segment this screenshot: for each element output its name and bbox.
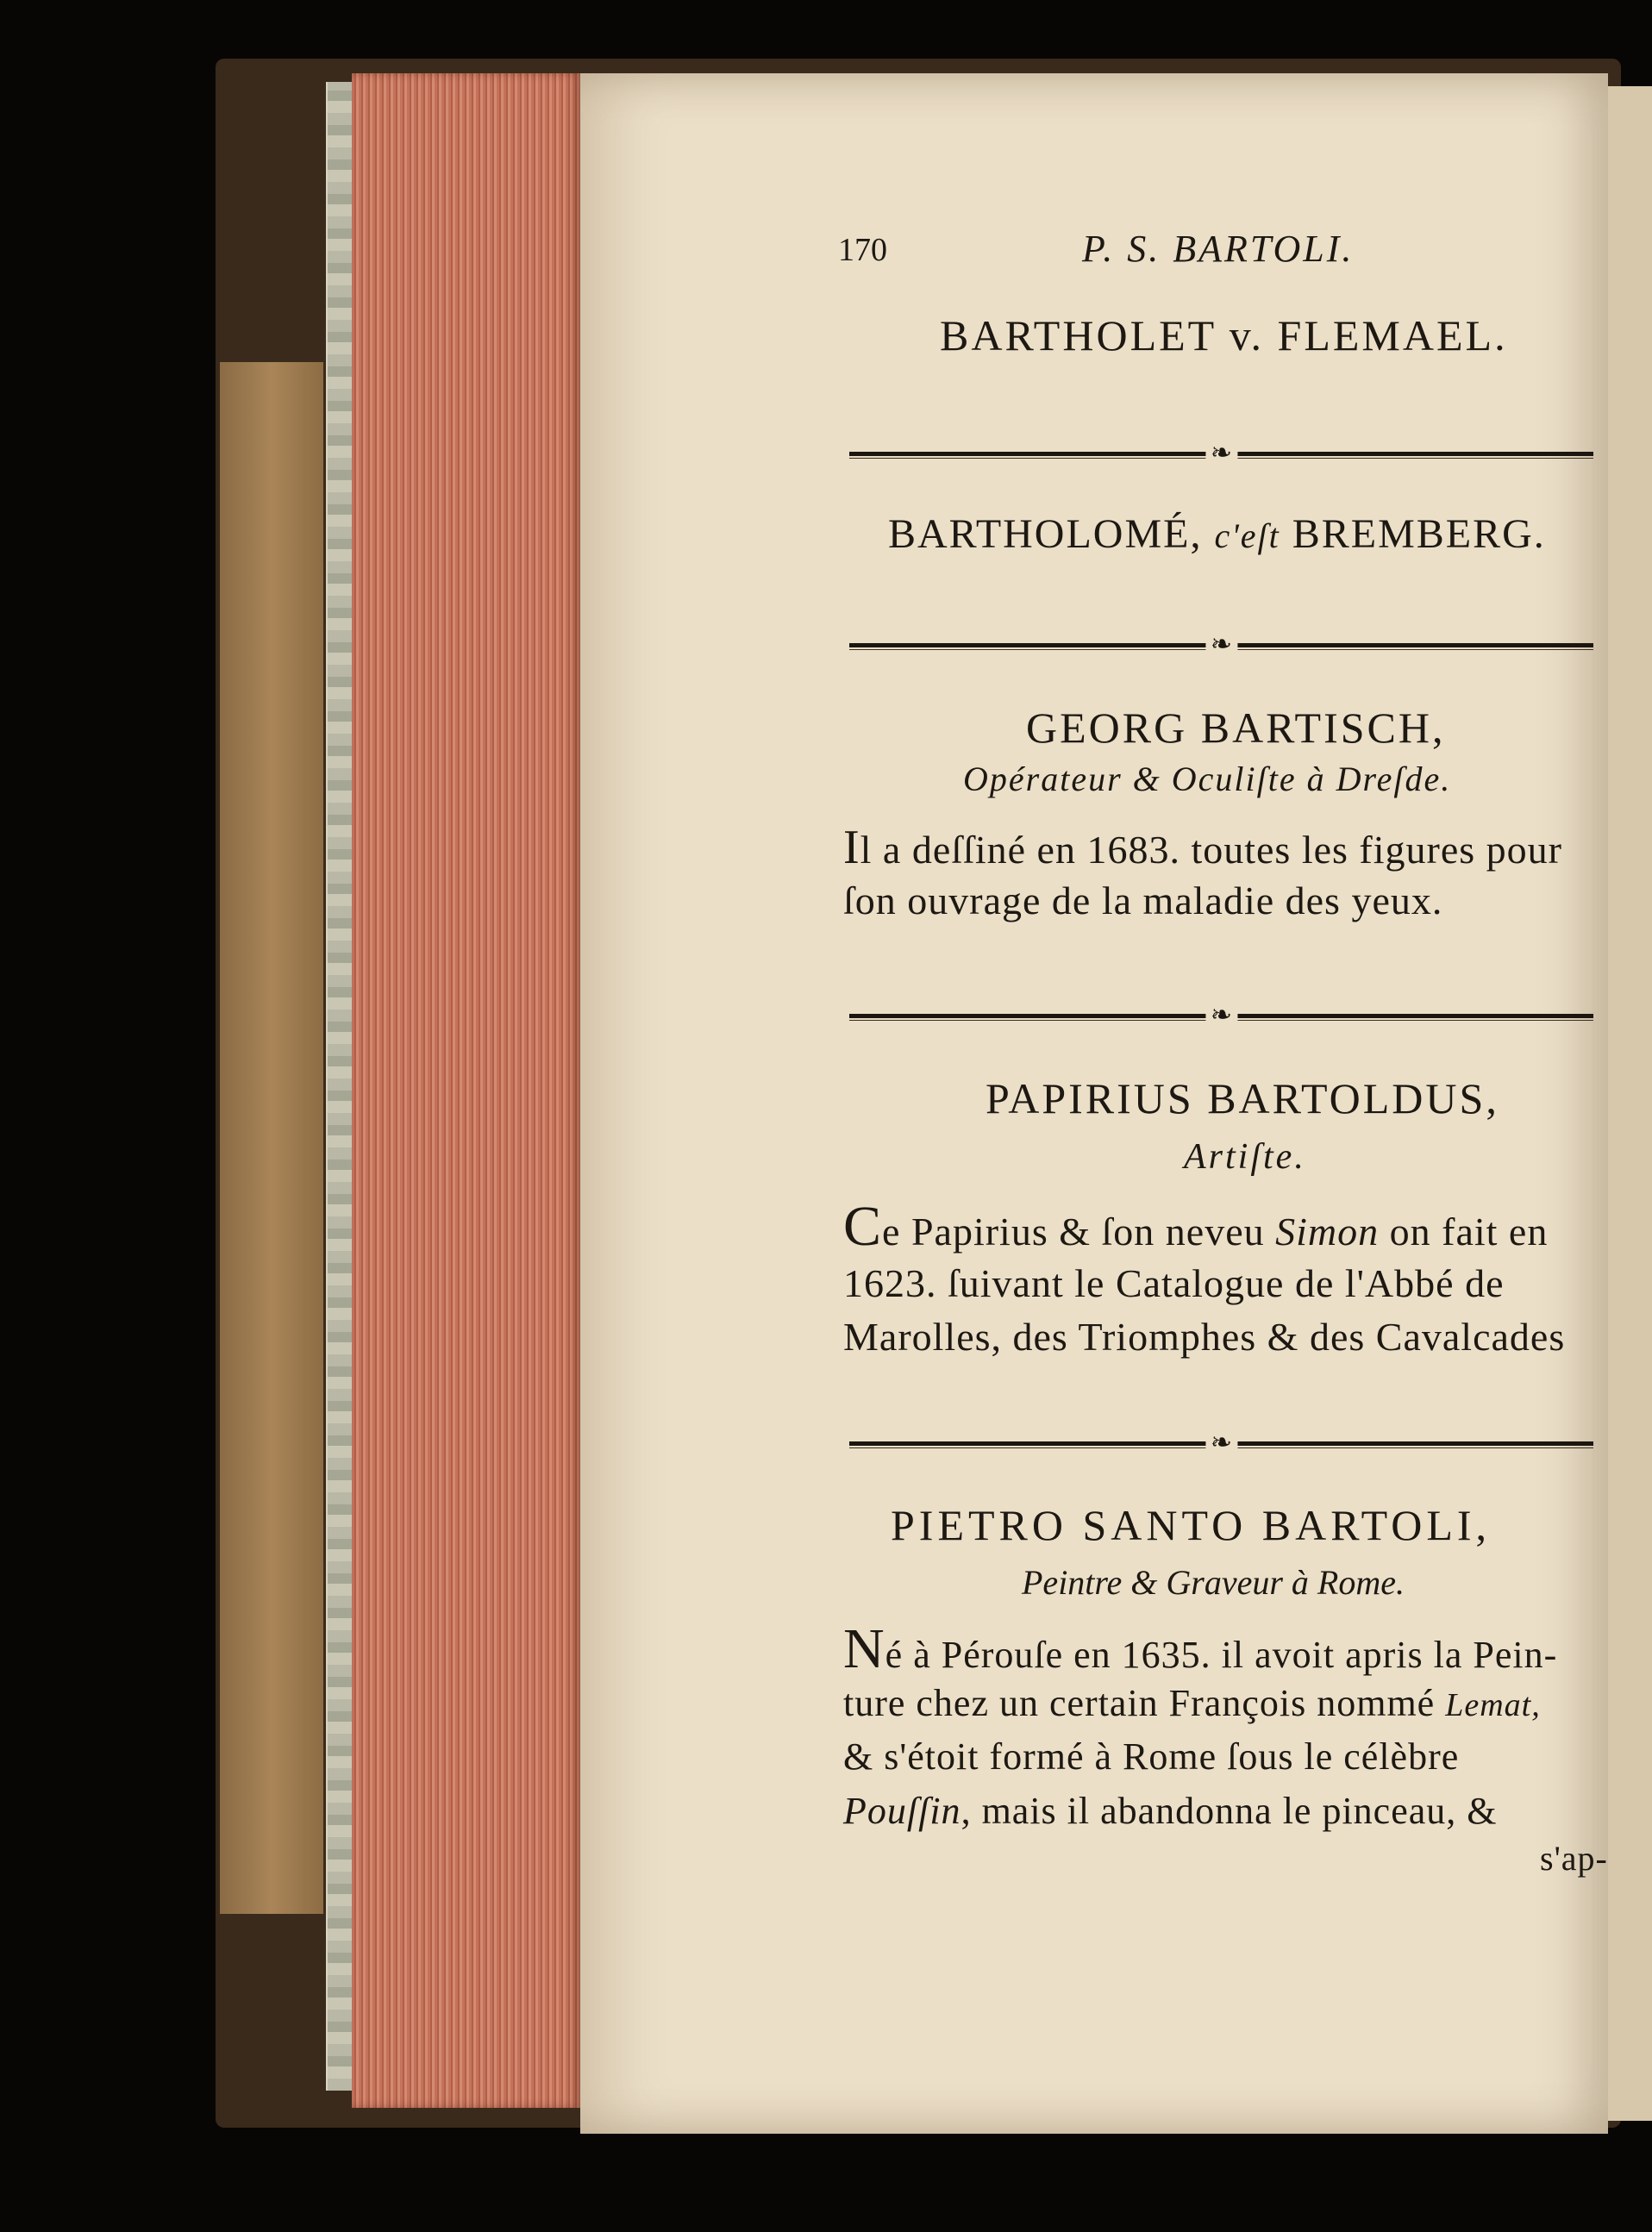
entry-subtitle-bartisch: Opérateur & Oculiſte à Dreſde. [963, 760, 1452, 798]
running-head: P. S. BARTOLI. [1082, 228, 1355, 270]
entry-connector: c'eſt [1214, 516, 1280, 555]
red-page-edges [352, 73, 580, 2108]
entry-text-line [843, 1681, 1541, 1725]
catchword: s'ap- [1540, 1839, 1608, 1878]
entry-text-line: & s'étoit formé à Rome ſous le célèbre [843, 1735, 1460, 1778]
page-number: 170 [838, 232, 887, 268]
text-run: , mais il abandonna le pinceau, & [961, 1790, 1498, 1832]
text-run: ture chez un certain François nommé [843, 1682, 1446, 1724]
text-run: on fait en [1379, 1210, 1549, 1254]
ornamental-rule: ❧ [849, 1438, 1593, 1448]
ornamental-rule: ❧ [849, 448, 1593, 459]
entry-subtitle-bartoldus: Artiſte. [1184, 1137, 1306, 1177]
text-run-italic: Simon [1275, 1210, 1380, 1254]
text-run-italic: Pouſſin [843, 1790, 961, 1832]
entry-heading-bartholet: BARTHOLET v. FLEMAEL. [940, 311, 1508, 359]
cover-lining [220, 362, 323, 1914]
entry-heading-bartholome [888, 510, 1546, 558]
entry-text-line: ſon ouvrage de la maladie des yeux. [843, 878, 1443, 922]
entry-text-line [843, 823, 1562, 872]
drop-capital: I [843, 821, 860, 874]
entry-text-line [843, 1195, 1549, 1258]
ornamental-rule: ❧ [849, 1010, 1593, 1021]
marbled-endpaper [326, 82, 354, 2091]
entry-text-line [843, 1617, 1558, 1680]
text-run: é à Pérouſe en 1635. il avoit apris la Pein- [885, 1634, 1558, 1676]
text-run: l a deſſiné en 1683. toutes les figures pour [860, 828, 1562, 872]
entry-text-line [843, 1789, 1498, 1833]
ornamental-rule: ❧ [849, 640, 1593, 650]
entry-name: BARTHOLOMÉ, [888, 511, 1203, 557]
entry-reference: BREMBERG. [1292, 511, 1546, 557]
facing-page-edge [1605, 86, 1652, 2121]
drop-capital: C [843, 1195, 883, 1258]
entry-text-line: 1623. ſuivant le Catalogue de l'Abbé de [843, 1261, 1505, 1305]
entry-heading-bartoldus: PAPIRIUS BARTOLDUS, [986, 1074, 1499, 1122]
text-run-italic: Lemat, [1445, 1687, 1541, 1723]
entry-heading-bartoli: PIETRO SANTO BARTOLI, [891, 1501, 1492, 1549]
entry-subtitle-bartoli: Peintre & Graveur à Rome. [1022, 1563, 1405, 1602]
entry-text-line: Marolles, des Triomphes & des Cavalcades [843, 1315, 1566, 1359]
text-run: e Papirius & ſon neveu [882, 1210, 1276, 1254]
drop-capital: N [843, 1617, 885, 1680]
entry-heading-bartisch: GEORG BARTISCH, [1026, 703, 1446, 752]
